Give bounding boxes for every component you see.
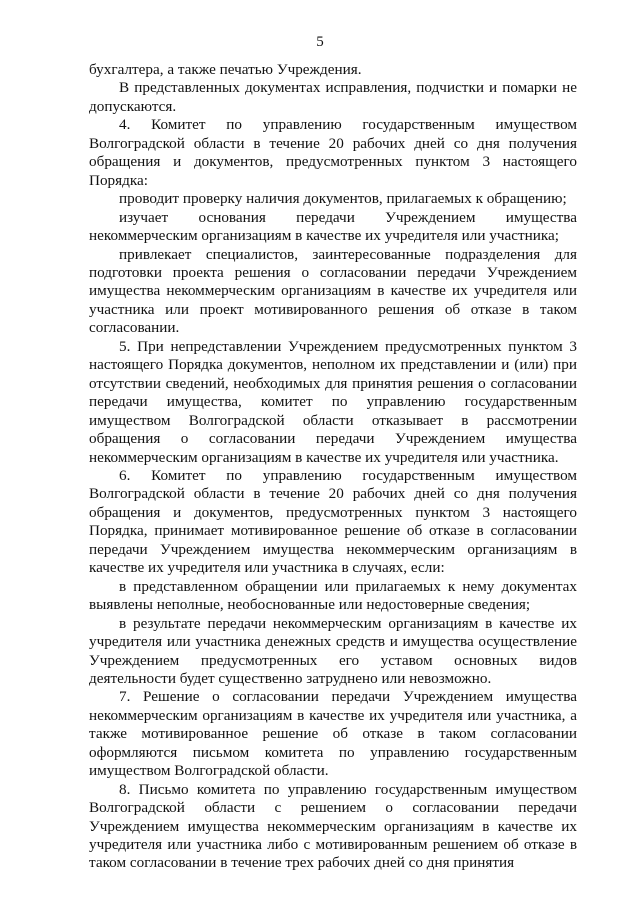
page-number: 5 [316,34,324,50]
paragraph-item-4-involve: привлекает специалистов, заинтересованные подразделения для подготовки проекта решения о согласовании передачи Учреждением имущества некоммерческим организациям в качестве их учредителя или участника или проект мотивированного решения об отказе в таком согласовании. [89,245,577,337]
paragraph-item-4-study: изучает основания передачи Учреждением имущества некоммерческим организациям в качестве их учредителя или участника; [89,208,577,245]
paragraph-item-6-case-2: в результате передачи некоммерческим организациям в качестве их учредителя или участника денежных средств и имущества осуществление Учреждением предусмотренных его уставом основных видов деятельности будет существенно затруднено или невозможно. [89,614,577,687]
paragraph-item-5: 5. При непредставлении Учреждением предусмотренных пунктом 3 настоящего Порядка документов, неполном их представлении и (или) при отсутствии сведений, необходимых для принятия решения о согласовании передачи имущества, комитет по управлению государственным имуществом Волгоградской области отказывает в рассмотрении обращения о согласовании передачи Учреждением имущества некоммерческим организациям в качестве их учредителя или участника. [89,337,577,466]
paragraph-item-4-check: проводит проверку наличия документов, прилагаемых к обращению; [119,190,567,208]
paragraph-item-6: 6. Комитет по управлению государственным имуществом Волгоградской области в течение 20 рабочих дней со дня получения обращения и документов, предусмотренных пунктом 3 настоящего Порядка, принимает мотивированное решение об отказе в согласовании передачи Учреждением имущества некоммерческим организациям в качестве их учредителя или участника в случаях, если: [89,466,577,577]
paragraph-item-6-case-1: в представленном обращении или прилагаемых к нему документах выявлены неполные, необоснованные или недостоверные сведения; [89,577,577,614]
paragraph-item-4: 4. Комитет по управлению государственным имуществом Волгоградской области в течение 20 рабочих дней со дня получения обращения и документов, предусмотренных пунктом 3 настоящего Порядка: [89,116,577,189]
paragraph-item-7: 7. Решение о согласовании передачи Учреждением имущества некоммерческим организациям в качестве их учредителя или участника, а также мотивированное решение об отказе в таком согласовании оформляются письмом комитета по управлению государственным имуществом Волгоградской области. [89,688,577,780]
document-body [89,61,577,873]
paragraph-no-corrections: В представленных документах исправления, подчистки и помарки не допускаются. [89,79,577,115]
paragraph-item-8: 8. Письмо комитета по управлению государственным имуществом Волгоградской области с решением о согласовании передачи Учреждением имущества некоммерческим организациям в качестве их учредителя или участника либо с мотивированным решением об отказе в таком согласовании в течение трех рабочих дней со дня принятия [89,780,577,872]
paragraph-continuation: бухгалтера, а также печатью Учреждения. [89,61,362,78]
